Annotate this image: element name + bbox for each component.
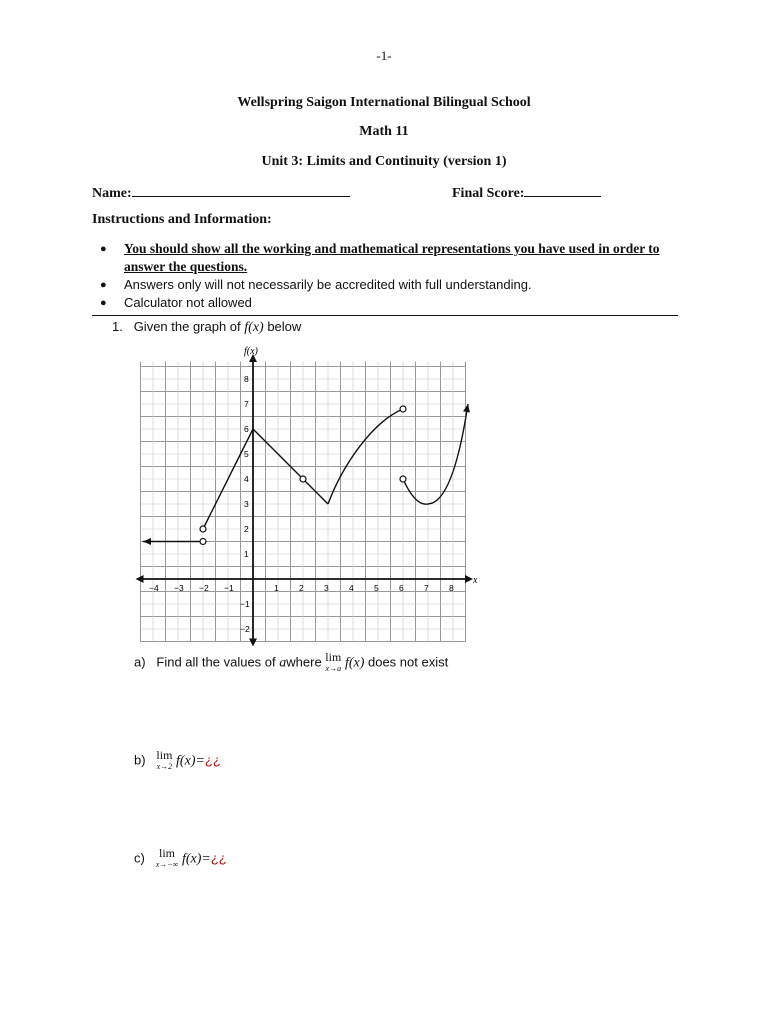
lim-word: lim bbox=[159, 846, 176, 860]
lim-word: lim bbox=[156, 748, 173, 762]
graph-curves bbox=[143, 404, 470, 545]
lim-subscript: x→−∞ bbox=[155, 860, 179, 869]
y-tick-label: 3 bbox=[244, 499, 249, 509]
open-point bbox=[200, 539, 206, 545]
part-a-suffix: does not exist bbox=[364, 654, 449, 670]
x-tick-label: 3 bbox=[324, 583, 329, 593]
divider-line bbox=[92, 315, 678, 316]
grid-lines bbox=[141, 362, 466, 642]
part-a-mid: where bbox=[286, 654, 326, 670]
part-b-expr: f(x)= bbox=[176, 753, 205, 769]
y-tick-label: 7 bbox=[244, 399, 249, 409]
part-c-tail: ¿¿ bbox=[210, 850, 227, 866]
part-b-tail: ¿¿ bbox=[204, 752, 221, 768]
x-tick-label: 5 bbox=[374, 583, 379, 593]
x-tick-label: −2 bbox=[199, 583, 209, 593]
part-a-label: a) bbox=[134, 654, 146, 670]
question-function: f(x) bbox=[244, 320, 264, 335]
x-tick-label: 7 bbox=[424, 583, 429, 593]
part-a-limit bbox=[325, 652, 341, 674]
part-b bbox=[134, 750, 221, 772]
name-field[interactable] bbox=[92, 182, 350, 202]
open-point bbox=[400, 476, 406, 482]
x-tick-label: 8 bbox=[449, 583, 454, 593]
part-b-limit bbox=[156, 750, 172, 772]
open-point bbox=[200, 526, 206, 532]
graph-arrow-6 bbox=[463, 404, 470, 413]
part-c-limit bbox=[156, 848, 179, 870]
x-tick-label: −4 bbox=[149, 583, 159, 593]
y-axis-label: f(x) bbox=[244, 346, 258, 357]
function-graph bbox=[130, 336, 480, 648]
lim-word: lim bbox=[325, 650, 342, 664]
part-a-prefix: Find all the values of bbox=[156, 654, 280, 670]
x-tick-label: −3 bbox=[174, 583, 184, 593]
y-axis-arrow-down bbox=[249, 639, 257, 647]
x-axis-arrow-left bbox=[136, 575, 144, 583]
open-point bbox=[300, 476, 306, 482]
y-tick-label: 4 bbox=[244, 474, 249, 484]
part-c-expr: f(x)= bbox=[181, 851, 211, 867]
bullet-answers-only: ● Answers only will not necessarily be accredited with full understanding. bbox=[92, 276, 680, 294]
x-tick-label: 6 bbox=[399, 583, 404, 593]
axes bbox=[136, 354, 474, 647]
y-tick-label: −1 bbox=[240, 599, 250, 609]
bullet-show-working: ● You should show all the working and mathematical representations you have used in order to answer the questions. bbox=[92, 240, 680, 276]
lim-subscript: x→2 bbox=[156, 762, 173, 771]
graph-arrow-1 bbox=[143, 538, 151, 545]
question-1 bbox=[112, 319, 301, 336]
y-tick-label: 2 bbox=[244, 524, 249, 534]
x-tick-label: 1 bbox=[274, 583, 279, 593]
instructions-list bbox=[92, 240, 680, 312]
name-label: Name: bbox=[92, 186, 132, 201]
x-tick-label: 4 bbox=[349, 583, 354, 593]
open-point bbox=[400, 406, 406, 412]
x-axis-label: x bbox=[473, 575, 478, 586]
question-prefix: Given the graph of bbox=[133, 319, 245, 334]
part-c bbox=[134, 848, 227, 870]
page-number: -1- bbox=[376, 48, 392, 63]
course-title: Math 11 bbox=[359, 124, 409, 139]
y-tick-label: 5 bbox=[244, 449, 249, 459]
score-blank[interactable] bbox=[524, 182, 601, 197]
name-blank[interactable] bbox=[132, 182, 350, 197]
unit-title: Unit 3: Limits and Continuity (version 1) bbox=[261, 154, 507, 169]
part-a bbox=[134, 652, 448, 674]
y-tick-label: 8 bbox=[244, 374, 249, 384]
part-a-var: a bbox=[279, 655, 287, 671]
instructions-title: Instructions and Information: bbox=[92, 212, 272, 227]
score-field[interactable] bbox=[452, 182, 601, 202]
question-number: 1. bbox=[112, 319, 123, 334]
score-label: Final Score: bbox=[452, 186, 525, 201]
bullet-calculator: ● Calculator not allowed bbox=[92, 294, 680, 312]
question-suffix: below bbox=[263, 319, 302, 334]
y-tick-label: −2 bbox=[240, 624, 250, 634]
y-tick-label: 1 bbox=[244, 549, 249, 559]
x-tick-label: −1 bbox=[224, 583, 234, 593]
x-axis-arrow bbox=[465, 575, 473, 583]
school-name: Wellspring Saigon International Bilingual School bbox=[237, 95, 531, 110]
y-tick-label: 6 bbox=[244, 424, 249, 434]
part-a-func: f(x) bbox=[344, 655, 365, 671]
lim-subscript: x→a bbox=[325, 664, 342, 673]
part-c-label: c) bbox=[134, 850, 145, 866]
x-tick-label: 2 bbox=[299, 583, 304, 593]
part-b-label: b) bbox=[134, 752, 146, 768]
